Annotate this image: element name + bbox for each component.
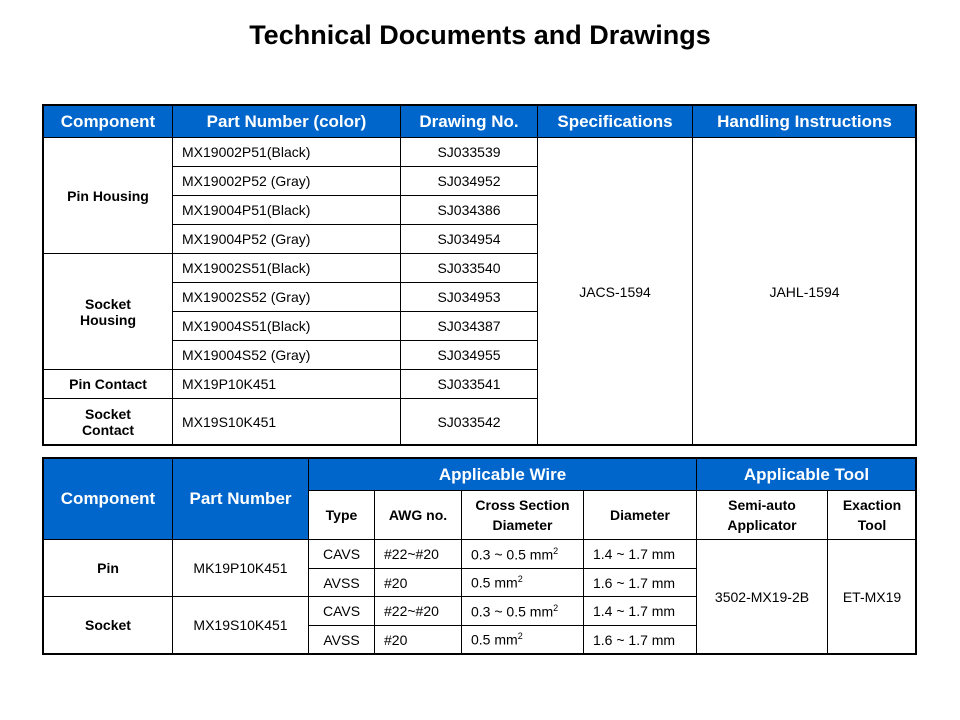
subheader-type: Type (309, 491, 375, 540)
part-number-cell: MX19004P52 (Gray) (173, 225, 401, 254)
table-row (44, 540, 917, 569)
drawing-no-cell: SJ034387 (401, 312, 538, 341)
subheader-line: Applicator (727, 517, 797, 533)
component-pin: Pin (44, 540, 173, 597)
specifications-cell: JACS-1594 (538, 138, 693, 446)
cross-section-cell (462, 626, 584, 654)
header-specifications: Specifications (538, 106, 693, 138)
cross-value: 0.3 ~ 0.5 (471, 546, 526, 563)
unit-exponent: 2 (517, 574, 523, 585)
subheader-line: Tool (857, 517, 887, 533)
cross-value: 0.3 ~ 0.5 (471, 603, 526, 620)
drawing-no-cell: SJ034953 (401, 283, 538, 312)
subheader-line: Diameter (492, 517, 553, 533)
subheader-semi-auto (697, 491, 828, 540)
unit: mm (494, 574, 518, 591)
awg-cell: #22~#20 (375, 597, 462, 626)
awg-cell: #22~#20 (375, 540, 462, 569)
applicable-table (43, 458, 917, 654)
exaction-tool-cell: ET-MX19 (828, 540, 917, 654)
component-socket-housing (44, 254, 173, 370)
component-line: Socket (85, 295, 131, 312)
part-number-cell: MX19002P51(Black) (173, 138, 401, 167)
header-handling: Handling Instructions (693, 106, 917, 138)
component-socket: Socket (44, 597, 173, 654)
subheader-line: Exaction (842, 497, 902, 513)
component-line: Contact (81, 422, 135, 438)
type-cell: CAVS (309, 540, 375, 569)
subheader-diameter: Diameter (584, 491, 697, 540)
part-number-cell: MX19P10K451 (173, 370, 401, 399)
header-component: Component (44, 459, 173, 540)
header-applicable-tool: Applicable Tool (697, 459, 917, 491)
unit-exponent: 2 (517, 631, 523, 642)
type-cell: AVSS (309, 626, 375, 654)
component-socket-contact (44, 399, 173, 446)
drawing-no-cell: SJ034386 (401, 196, 538, 225)
handling-cell: JAHL-1594 (693, 138, 917, 446)
diameter-cell: 1.4 ~ 1.7 mm (584, 540, 697, 569)
drawing-no-cell: SJ034955 (401, 341, 538, 370)
applicator-cell: 3502-MX19-2B (697, 540, 828, 654)
drawing-no-cell: SJ034954 (401, 225, 538, 254)
awg-cell: #20 (375, 626, 462, 654)
cross-value: 0.5 (471, 631, 491, 648)
drawing-no-cell: SJ033541 (401, 370, 538, 399)
drawing-no-cell: SJ033540 (401, 254, 538, 283)
subheader-awg: AWG no. (375, 491, 462, 540)
documents-header-row (44, 106, 917, 138)
part-number-cell: MX19S10K451 (173, 597, 309, 654)
header-part-number: Part Number (173, 459, 309, 540)
table-row (44, 138, 917, 167)
subheader-line: Cross Section (475, 497, 570, 513)
unit: mm (529, 546, 554, 563)
component-line: Housing (80, 311, 136, 328)
header-drawing-no: Drawing No. (401, 106, 538, 138)
part-number-cell: MX19004S52 (Gray) (173, 341, 401, 370)
cross-section-cell (462, 597, 584, 626)
header-applicable-wire: Applicable Wire (309, 459, 697, 491)
header-component: Component (44, 106, 173, 138)
applicable-header-row (44, 459, 917, 491)
unit-exponent: 2 (553, 545, 559, 556)
unit: mm (529, 603, 554, 620)
cross-value: 0.5 (471, 574, 491, 591)
component-pin-housing: Pin Housing (44, 138, 173, 254)
part-number-cell: MX19004S51(Black) (173, 312, 401, 341)
part-number-cell: MX19S10K451 (173, 399, 401, 446)
drawing-no-cell: SJ033542 (401, 399, 538, 446)
diameter-cell: 1.6 ~ 1.7 mm (584, 626, 697, 654)
type-cell: CAVS (309, 597, 375, 626)
cross-section-cell (462, 569, 584, 597)
diameter-cell: 1.4 ~ 1.7 mm (584, 597, 697, 626)
part-number-cell: MX19002S51(Black) (173, 254, 401, 283)
subheader-exaction (828, 491, 917, 540)
drawing-no-cell: SJ033539 (401, 138, 538, 167)
component-line: Socket (85, 406, 131, 422)
header-part-number: Part Number (color) (173, 106, 401, 138)
diameter-cell: 1.6 ~ 1.7 mm (584, 569, 697, 597)
page-title: Technical Documents and Drawings (249, 20, 711, 50)
part-number-cell: MX19002S52 (Gray) (173, 283, 401, 312)
component-pin-contact: Pin Contact (44, 370, 173, 399)
unit: mm (494, 631, 518, 648)
cross-section-cell (462, 540, 584, 569)
type-cell: AVSS (309, 569, 375, 597)
part-number-cell: MK19P10K451 (173, 540, 309, 597)
part-number-cell: MX19002P52 (Gray) (173, 167, 401, 196)
subheader-cross-section (462, 491, 584, 540)
awg-cell: #20 (375, 569, 462, 597)
unit-exponent: 2 (553, 602, 559, 613)
part-number-cell: MX19004P51(Black) (173, 196, 401, 225)
documents-table (43, 105, 917, 446)
drawing-no-cell: SJ034952 (401, 167, 538, 196)
subheader-line: Semi-auto (728, 497, 796, 513)
